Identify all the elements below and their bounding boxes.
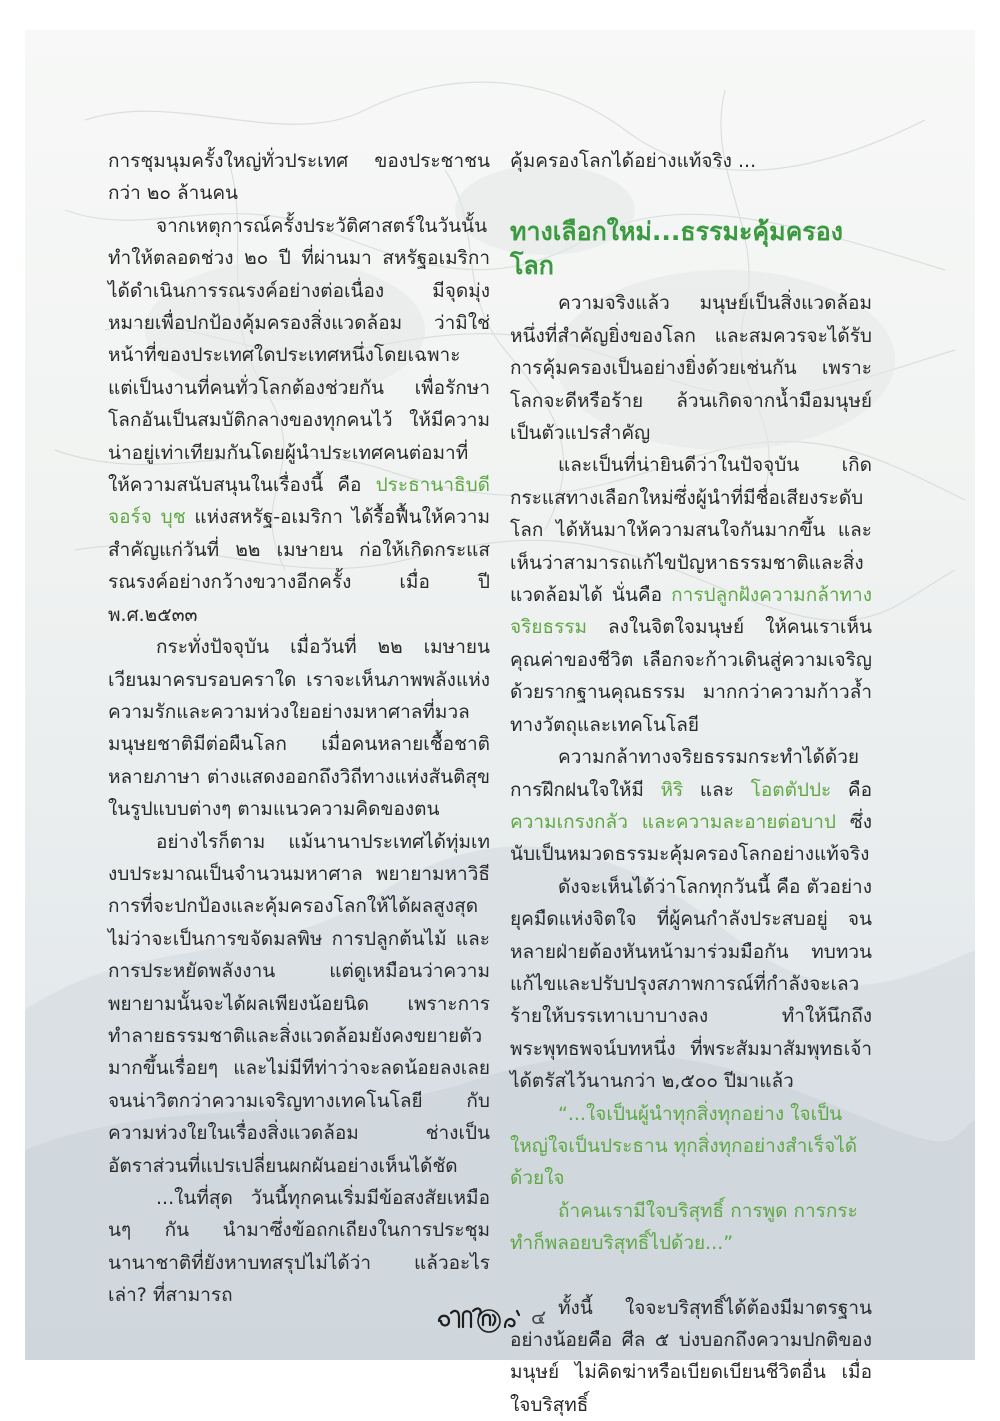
right-paragraph-3 [510,449,872,741]
right-paragraph-3-text: และเป็นที่น่ายินดีว่าในปัจจุบัน เกิดกระแสทางเลือกใหม่ซึ่งผู้นำที่มีชื่อเสียงระดับโลก ได้หันมาให้ความสนใจกันมากขึ้น และเห็นว่าสามารถแก้ไขปัญหาธรรมชาติและสิ่งแวดล้อมได้ นั่นคือ [510,454,872,607]
right-paragraph-3-after: ลงในจิตใจมนุษย์ ให้คนเราเห็นคุณค่าของชีวิต เลือกจะก้าวเดินสู่ความเจริญด้วยรากฐานคุณธรรม มากกว่าความก้าวล้ำทางวัตถุและเทคโนโลยี [510,616,872,736]
fear-shame-highlight: ความเกรงกลัว และความละอายต่อบาป [510,810,836,833]
right-paragraph-4-text-c: คือ [847,778,873,801]
buddha-quote-1: “...ใจเป็นผู้นำทุกสิ่งทุกอย่าง ใจเป็นใหญ่ใจเป็นประธาน ทุกสิ่งทุกอย่างสำเร็จได้ด้วยใจ [510,1102,858,1190]
left-paragraph-3: กระทั่งปัจจุบัน เมื่อวันที่ ๒๒ เมษายน เวียนมาครบรอบคราใด เราจะเห็นภาพพลังแห่งความรักและความห่วงใยอย่างมหาศาลที่มวลมนุษยชาติมีต่อผืนโลก เมื่อคนหลายเชื้อชาติหลายภาษา ต่างแสดงออกถึงวิถีทางแห่งสันติสุขในรูปแบบต่างๆ ตามแนวความคิดของตน [108,636,490,821]
right-column [510,145,872,1421]
right-paragraph-1: คุ้มครองโลกได้อย่างแท้จริง ... [510,150,757,172]
right-paragraph-4 [510,741,872,871]
left-paragraph-2-text: จากเหตุการณ์ครั้งประวัติศาสตร์ในวันนั้น ทำให้ตลอดช่วง ๒๐ ปี ที่ผ่านมา สหรัฐอเมริกาได้ดำเนินการรณรงค์อย่างต่อเนื่อง มีจุดมุ่งหมายเพื่อปกป้องคุ้มครองสิ่งแวดล้อม ว่ามิใช่หน้าที่ของประเทศใดประเทศหนึ่งโดยเฉพาะ แต่เป็นงานที่คนทั่วโลกต้องช่วยกัน เพื่อรักษาโลกอันเป็นสมบัติกลางของทุกคนไว้ ให้มีความน่าอยู่เท่าเทียมกันโดยผู้นำประเทศคนต่อมาที่ให้ความสนับสนุนในเรื่องนี้ คือ [108,214,490,497]
moral-courage-highlight: การปลูกฝังความกล้าทางจริยธรรม [510,584,872,639]
left-paragraph-2-after: แห่งสหรัฐ-อเมริกา ได้รื้อฟื้นให้ความสำคัญแก่วันที่ ๒๒ เมษายน ก่อให้เกิดกระแสรณรงค์อย่างกว้างขวางอีกครั้ง เมื่อ ปี พ.ศ.๒๕๓๓ [108,506,490,626]
ottappa-highlight: โอตตัปปะ [750,778,832,801]
right-paragraph-2: ความจริงแล้ว มนุษย์เป็นสิ่งแวดล้อมหนึ่งที่สำคัญยิ่งของโลก และสมควรจะได้รับการคุ้มครองเป็นอย่างยิ่งด้วยเช่นกัน เพราะโลกจะดีหรือร้าย ล้วนเกิดจากน้ำมือมนุษย์เป็นตัวแปรสำคัญ [510,292,872,445]
right-paragraph-6: ทั้งนี้ ใจจะบริสุทธิ์ได้ต้องมีมาตรฐานอย่างน้อยคือ ศีล ๕ บ่งบอกถึงความปกติของมนุษย์ ไม่คิดฆ่าหรือเบียดเบียนชีวิตอื่น เมื่อใจบริสุทธิ์ [510,1296,872,1416]
left-paragraph-1: การชุมนุมครั้งใหญ่ทั่วประเทศ ของประชาชนกว่า ๒๐ ล้านคน [108,150,490,205]
section-heading: ทางเลือกใหม่...ธรรมะคุ้มครองโลก [510,217,843,281]
president-bush-highlight: ประธานาธิบดีจอร์จ บุช [108,474,490,529]
left-paragraph-2 [108,210,490,631]
right-paragraph-4-text-b: และ [699,778,734,801]
page-number: ๔ [531,1305,547,1329]
hiri-highlight: หิริ [660,778,684,801]
magazine-logo-icon [433,1297,525,1337]
right-paragraph-4-text-a: ความกล้าทางจริยธรรมกระทำได้ด้วยการฝึกฝนใจให้มี [510,746,860,801]
left-paragraph-5: ...ในที่สุด วันนี้ทุกคนเริ่มมีข้อสงสัยเหมือนๆ กัน นำมาซึ่งข้อถกเถียงในการประชุมนานาชาติที่ยังหาบทสรุปไม่ได้ว่า แล้วอะไรเล่า? ที่สามารถ [108,1187,490,1307]
magazine-page [25,30,975,1416]
left-column [108,145,490,1312]
right-paragraph-4-text-d: ซึ่งนับเป็นหมวดธรรมะคุ้มครองโลกอย่างแท้จริง [510,810,872,866]
page-footer [433,1297,546,1337]
left-paragraph-4: อย่างไรก็ตาม แม้นานาประเทศได้ทุ่มเทงบประมาณเป็นจำนวนมหาศาล พยายามหาวิธีการที่จะปกป้องและคุ้มครองโลกให้ได้ผลสูงสุด ไม่ว่าจะเป็นการขจัดมลพิษ การปลูกต้นไม้ และการประหยัดพลังงาน แต่ดูเหมือนว่าความพยายามนั้นจะได้ผลเพียงน้อยนิด เพราะการทำลายธรรมชาติและสิ่งแวดล้อมยังคงขยายตัวมากขึ้นเรื่อยๆ และไม่มีทีท่าว่าจะลดน้อยลงเลย จนน่าวิตกว่าความเจริญทางเทคโนโลยี กับความห่วงใยในเรื่องสิ่งแวดล้อม ช่างเป็นอัตราส่วนที่แปรเปลี่ยนผกผันอย่างเห็นได้ชัด [108,830,490,1177]
right-paragraph-5: ดังจะเห็นได้ว่าโลกทุกวันนี้ คือ ตัวอย่างยุคมืดแห่งจิตใจ ที่ผู้คนกำลังประสบอยู่ จนหลายฝ่ายต้องหันหน้ามาร่วมมือกัน ทบทวนแก้ไขและปรับปรุงสภาพการณ์ที่กำลังจะเลวร้ายให้บรรเทาเบาบางลง ทำให้นึกถึงพระพุทธพจน์บทหนึ่ง ที่พระสัมมาสัมพุทธเจ้าได้ตรัสไว้นานกว่า ๒,๕๐๐ ปีมาแล้ว [510,875,872,1093]
buddha-quote-2: ถ้าคนเรามีใจบริสุทธิ์ การพูด การกระทำก็พลอยบริสุทธิ์ไปด้วย...” [510,1199,858,1255]
spacer [510,1260,872,1292]
